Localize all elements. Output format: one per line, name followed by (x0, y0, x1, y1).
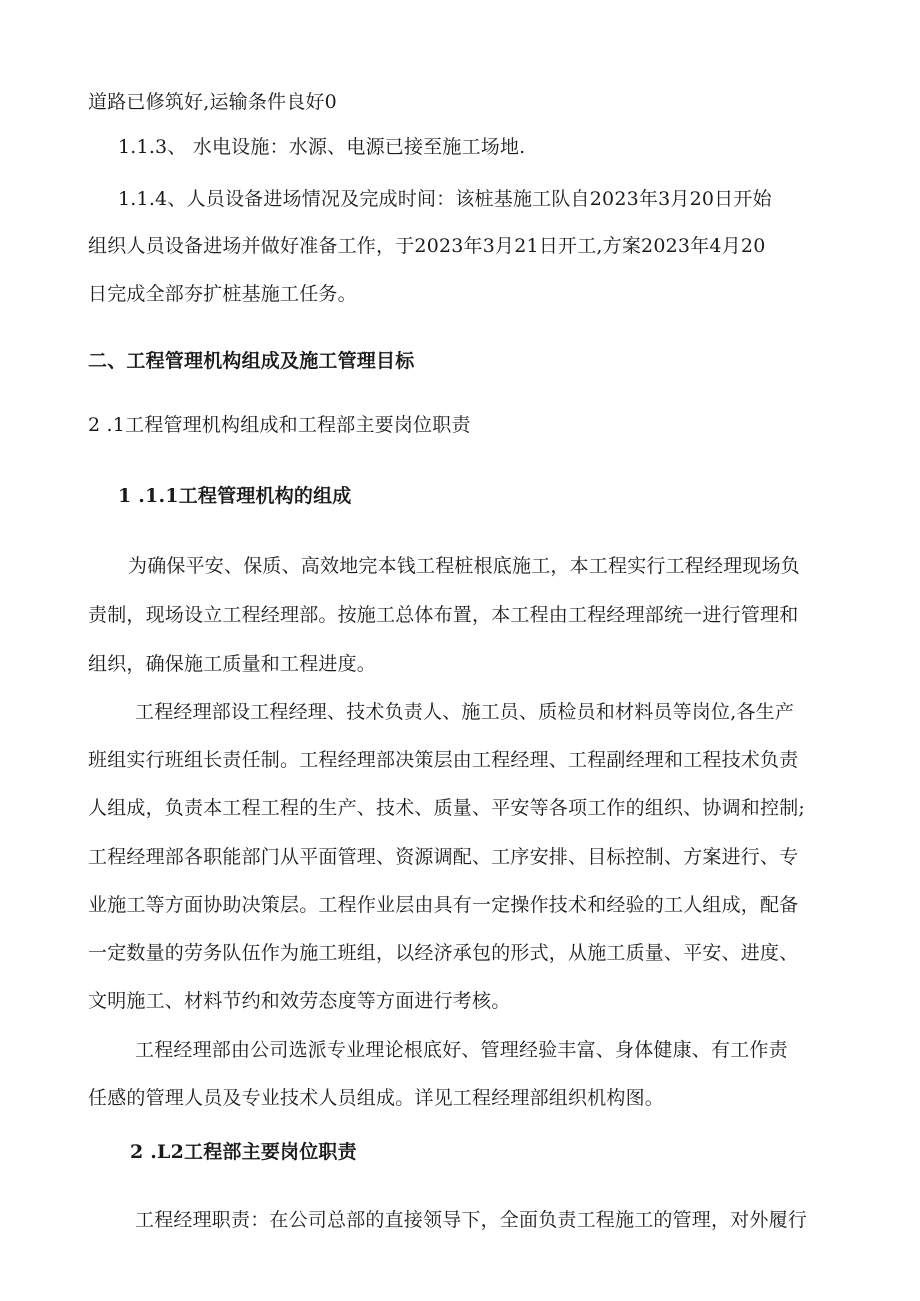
subsubsection-heading: 1 .1.1工程管理机构的组成 (118, 485, 352, 507)
subsection-heading: 2 .1工程管理机构组成和工程部主要岗位职责 (88, 414, 471, 436)
text-line: 责制，现场设立工程经理部。按施工总体布置，本工程由工程经理部统一进行管理和 (88, 604, 799, 626)
text-line: 日完成全部夯扩桩基施工任务。 (88, 283, 357, 305)
text-line: 文明施工、材料节约和效劳态度等方面进行考核。 (88, 990, 511, 1012)
text-line: 工程经理部设工程经理、技术负责人、施工员、质检员和材料员等岗位,各生产 (135, 701, 795, 723)
text-line: 组织，确保施工质量和工程进度。 (88, 653, 377, 675)
text-line: 1.1.4、人员设备进场情况及完成时间：该桩基施工队自2023年3月20日开始 (118, 188, 772, 210)
section-heading: 二、工程管理机构组成及施工管理目标 (88, 350, 415, 372)
text-line: 一定数量的劳务队伍作为施工班组，以经济承包的形式，从施工质量、平安、进度、 (88, 942, 799, 964)
text-line: 工程经理部由公司选派专业理论根底好、管理经验丰富、身体健康、有工作责 (135, 1039, 788, 1061)
text-line: 业施工等方面协助决策层。工程作业层由具有一定操作技术和经验的工人组成，配备 (88, 894, 799, 916)
text-line: 工程经理职责：在公司总部的直接领导下，全面负责工程施工的管理，对外履行 (135, 1209, 808, 1231)
text-line: 任感的管理人员及专业技术人员组成。详见工程经理部组织机构图。 (88, 1087, 665, 1109)
text-line: 组织人员设备进场并做好准备工作，于2023年3月21日开工,方案2023年4月20 (88, 235, 766, 257)
text-line: 1.1.3、 水电设施：水源、电源已接至施工场地. (118, 136, 526, 158)
subsubsection-heading: 2 .L2工程部主要岗位职责 (130, 1141, 357, 1163)
text-line: 为确保平安、保质、高效地完本钱工程桩根底施工，本工程实行工程经理现场负 (128, 555, 801, 577)
text-line: 工程经理部各职能部门从平面管理、资源调配、工序安排、目标控制、方案进行、专 (88, 846, 799, 868)
text-line: 班组实行班组长责任制。工程经理部决策层由工程经理、工程副经理和工程技术负责 (88, 749, 799, 771)
text-line: 道路已修筑好,运输条件良好0 (88, 91, 337, 113)
text-line: 人组成，负责本工程工程的生产、技术、质量、平安等各项工作的组织、协调和控制; (88, 797, 806, 819)
